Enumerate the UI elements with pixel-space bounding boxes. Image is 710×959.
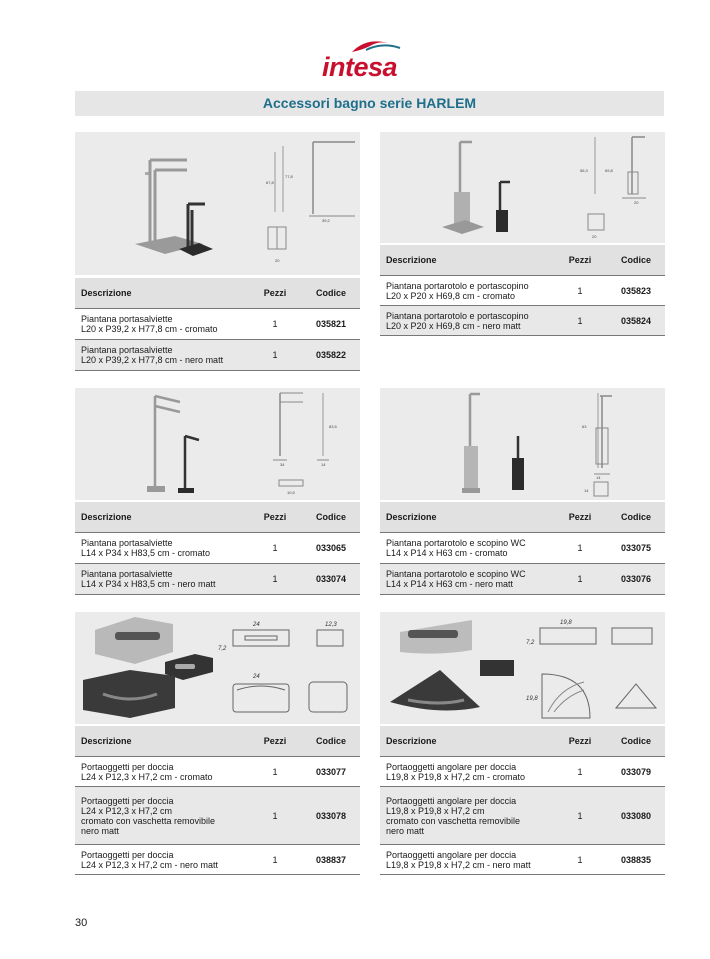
row-code: 033078	[302, 787, 360, 845]
towel-stand-drawing	[75, 132, 360, 275]
column-header-description: Descrizione	[75, 502, 248, 533]
row-code: 033079	[607, 757, 665, 787]
product-table	[380, 726, 665, 875]
product-image-toilet-stand-l14	[380, 388, 665, 500]
row-quantity: 1	[553, 564, 607, 595]
row-description: Portaoggetti angolare per doccia L19,8 x P19,8 x H7,2 cm cromato con vaschetta removibile nero matt	[380, 787, 553, 845]
row-code: 038835	[607, 845, 665, 875]
row-code: 035821	[302, 309, 360, 340]
dimension-label: 20	[592, 234, 597, 239]
row-description: Portaoggetti per doccia L24 x P12,3 x H7,2 cm cromato con vaschetta removibile nero matt	[75, 787, 248, 845]
dimension-label: 12,3	[325, 622, 337, 628]
column-header-description: Descrizione	[75, 278, 248, 309]
table-row	[75, 757, 360, 787]
row-description: Portaoggetti per doccia L24 x P12,3 x H7,2 cm - nero matt	[75, 845, 248, 875]
column-header-code: Codice	[607, 726, 665, 757]
dimension-label: 19,8	[526, 696, 538, 702]
row-description: Piantana portasalviette L14 x P34 x H83,5 cm - cromato	[75, 533, 248, 564]
row-quantity: 1	[248, 309, 302, 340]
row-quantity: 1	[553, 276, 607, 306]
row-quantity: 1	[553, 787, 607, 845]
row-code: 035823	[607, 276, 665, 306]
dimension-label: 83,5	[329, 424, 337, 429]
toilet-stand-drawing	[380, 132, 665, 243]
product-image-towel-stand-l14	[75, 388, 360, 500]
dimension-label: 24	[253, 622, 260, 628]
table-row	[75, 564, 360, 595]
column-header-code: Codice	[302, 726, 360, 757]
dimension-label: 14	[584, 488, 589, 493]
product-table	[75, 278, 360, 371]
row-description: Portaoggetti angolare per doccia L19,8 x P19,8 x H7,2 cm - cromato	[380, 757, 553, 787]
product-table	[75, 726, 360, 875]
row-code: 038837	[302, 845, 360, 875]
product-table	[380, 245, 665, 336]
towel-stand-slim-drawing	[75, 388, 360, 500]
row-code: 033080	[607, 787, 665, 845]
column-header-quantity: Pezzi	[553, 502, 607, 533]
table-row	[75, 340, 360, 371]
column-header-description: Descrizione	[380, 502, 553, 533]
table-row	[380, 306, 665, 336]
shower-basket-drawing	[75, 612, 360, 724]
dimension-label: 7,2	[218, 646, 227, 652]
row-quantity: 1	[248, 533, 302, 564]
dimension-label: 19,8	[560, 620, 572, 626]
row-description: Piantana portarotolo e scopino WC L14 x P14 x H63 cm - cromato	[380, 533, 553, 564]
column-header-quantity: Pezzi	[248, 502, 302, 533]
dimension-label: 63	[582, 424, 587, 429]
table-row	[380, 564, 665, 595]
dimension-label: 20	[275, 258, 280, 263]
table-row	[380, 276, 665, 306]
dimension-label: 67,8	[266, 180, 274, 185]
column-header-quantity: Pezzi	[248, 726, 302, 757]
column-header-code: Codice	[607, 245, 665, 276]
dimension-label: 77,8	[285, 174, 293, 179]
product-table	[380, 502, 665, 595]
row-description: Piantana portasalviette L14 x P34 x H83,5 cm - nero matt	[75, 564, 248, 595]
row-code: 035824	[607, 306, 665, 336]
product-image-toilet-stand-l20	[380, 132, 665, 243]
column-header-description: Descrizione	[380, 726, 553, 757]
row-code: 033076	[607, 564, 665, 595]
row-quantity: 1	[553, 757, 607, 787]
column-header-quantity: Pezzi	[553, 245, 607, 276]
column-header-quantity: Pezzi	[553, 726, 607, 757]
row-code: 033075	[607, 533, 665, 564]
dimension-label: 24	[253, 674, 260, 680]
row-quantity: 1	[553, 845, 607, 875]
row-code: 033074	[302, 564, 360, 595]
column-header-code: Codice	[607, 502, 665, 533]
row-quantity: 1	[553, 533, 607, 564]
page-title: Accessori bagno serie HARLEM	[75, 91, 664, 116]
row-description: Piantana portasalviette L20 x P39,2 x H77,8 cm - cromato	[75, 309, 248, 340]
dimension-label: 7,2	[526, 640, 535, 646]
table-row	[75, 787, 360, 845]
product-image-towel-stand-l20	[75, 132, 360, 275]
brand-name: intesa	[322, 52, 398, 82]
row-quantity: 1	[553, 306, 607, 336]
column-header-description: Descrizione	[380, 245, 553, 276]
row-quantity: 1	[248, 787, 302, 845]
row-description: Portaoggetti angolare per doccia L19,8 x P19,8 x H7,2 cm - nero matt	[380, 845, 553, 875]
row-quantity: 1	[248, 564, 302, 595]
dimension-label: 69,8	[605, 168, 613, 173]
table-row	[380, 533, 665, 564]
row-quantity: 1	[248, 845, 302, 875]
dimension-label: 14	[596, 475, 601, 480]
dimension-label: 34	[280, 462, 285, 467]
row-description: Portaoggetti per doccia L24 x P12,3 x H7,2 cm - cromato	[75, 757, 248, 787]
page-number: 30	[75, 917, 88, 929]
dimension-label: 14	[321, 462, 326, 467]
row-code: 033065	[302, 533, 360, 564]
product-image-shower-basket	[75, 612, 360, 724]
row-quantity: 1	[248, 340, 302, 371]
table-row	[380, 845, 665, 875]
row-description: Piantana portarotolo e scopino WC L14 x P14 x H63 cm - nero matt	[380, 564, 553, 595]
table-row	[75, 845, 360, 875]
column-header-quantity: Pezzi	[248, 278, 302, 309]
toilet-stand-slim-drawing	[380, 388, 665, 500]
table-row	[75, 533, 360, 564]
row-description: Piantana portarotolo e portascopino L20 x P20 x H69,8 cm - cromato	[380, 276, 553, 306]
row-description: Piantana portarotolo e portascopino L20 x P20 x H69,8 cm - nero matt	[380, 306, 553, 336]
row-quantity: 1	[248, 757, 302, 787]
column-header-description: Descrizione	[75, 726, 248, 757]
dimension-label: 39,2	[322, 218, 330, 223]
product-table	[75, 502, 360, 595]
dimension-label: 20	[634, 200, 639, 205]
corner-basket-drawing	[380, 612, 665, 724]
table-row	[75, 309, 360, 340]
row-code: 035822	[302, 340, 360, 371]
dimension-label: 10,5	[287, 490, 295, 495]
column-header-code: Codice	[302, 502, 360, 533]
product-image-corner-shower-basket	[380, 612, 665, 724]
dimension-label: 56,3	[580, 168, 588, 173]
column-header-code: Codice	[302, 278, 360, 309]
table-row	[380, 757, 665, 787]
row-description: Piantana portasalviette L20 x P39,2 x H77,8 cm - nero matt	[75, 340, 248, 371]
table-row	[380, 787, 665, 845]
brand-logo	[322, 34, 422, 84]
row-code: 033077	[302, 757, 360, 787]
